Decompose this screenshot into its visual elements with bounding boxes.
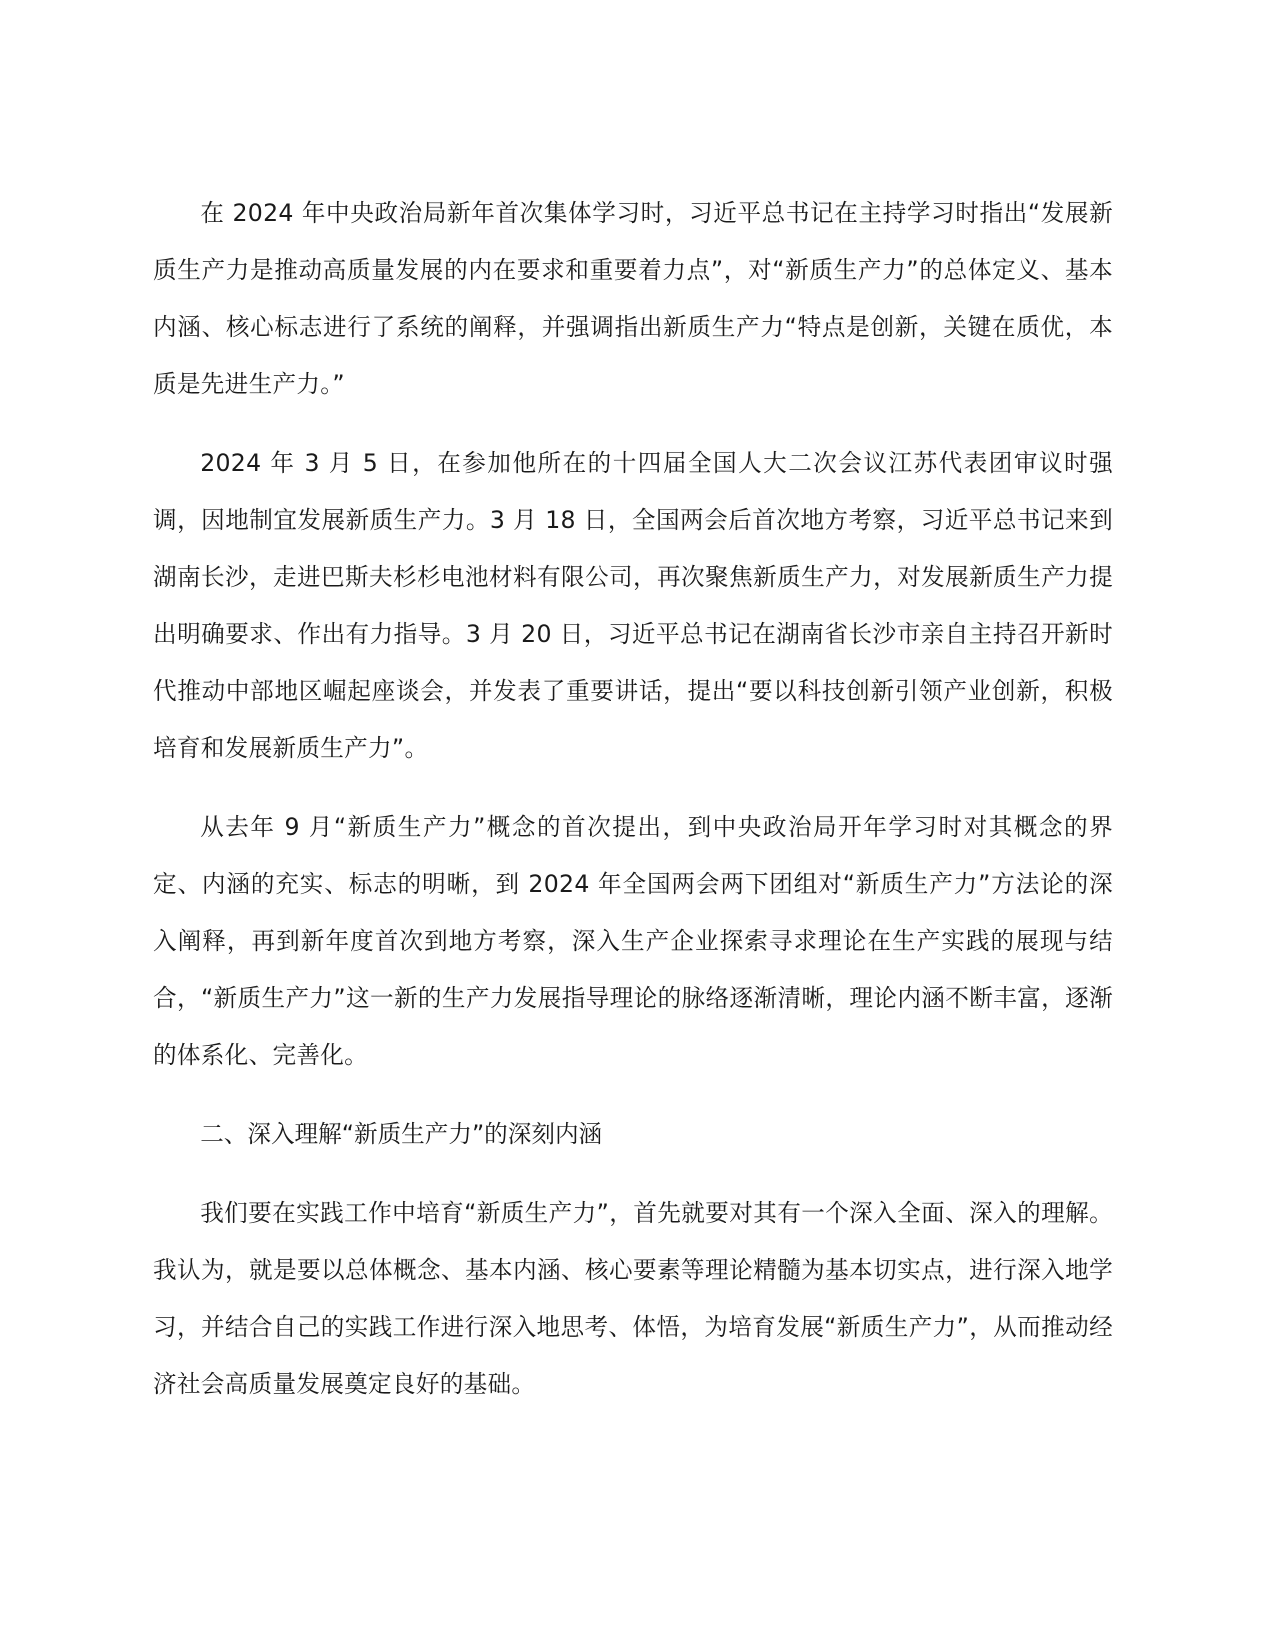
paragraph-understanding: 我们要在实践工作中培育“新质生产力”，首先就要对其有一个深入全面、深入的理解。我认为，就是要以总体概念、基本内涵、核心要素等理论精髓为基本切实点，进行深入地学习，并结合自己的实践工作进行深入地思考、体悟，为培育发展“新质生产力”，从而推动经济社会高质量发展奠定良好的基础。 <box>153 1199 1113 1398</box>
paragraph-march-events: 2024 年 3 月 5 日，在参加他所在的十四届全国人大二次会议江苏代表团审议时强调，因地制宜发展新质生产力。3 月 18 日，全国两会后首次地方考察，习近平总书记来到湖南长沙，走进巴斯夫杉杉电池材料有限公司，再次聚焦新质生产力，对发展新质生产力提出明确要求、作出有力指导。3 月 20 日，习近平总书记在湖南省长沙市亲自主持召开新时代推动中部地区崛起座谈会，并发表了重要讲话，提出“要以科技创新引领产业创新，积极培育和发展新质生产力”。 <box>153 449 1113 762</box>
paragraph-theory-development: 从去年 9 月“新质生产力”概念的首次提出，到中央政治局开年学习时对其概念的界定、内涵的充实、标志的明晰，到 2024 年全国两会两下团组对“新质生产力”方法论的深入阐释，再到新年度首次到地方考察，深入生产企业探索寻求理论在生产实践的展现与结合，“新质生产力”这一新的生产力发展指导理论的脉络逐渐清晰，理论内涵不断丰富，逐渐的体系化、完善化。 <box>153 813 1113 1069</box>
document-page <box>153 185 1113 1435</box>
paragraph-study-session: 在 2024 年中央政治局新年首次集体学习时，习近平总书记在主持学习时指出“发展新质生产力是推动高质量发展的内在要求和重要着力点”，对“新质生产力”的总体定义、基本内涵、核心标志进行了系统的阐释，并强调指出新质生产力“特点是创新，关键在质优，本质是先进生产力。” <box>153 199 1113 398</box>
section-heading: 二、深入理解“新质生产力”的深刻内涵 <box>200 1120 603 1148</box>
